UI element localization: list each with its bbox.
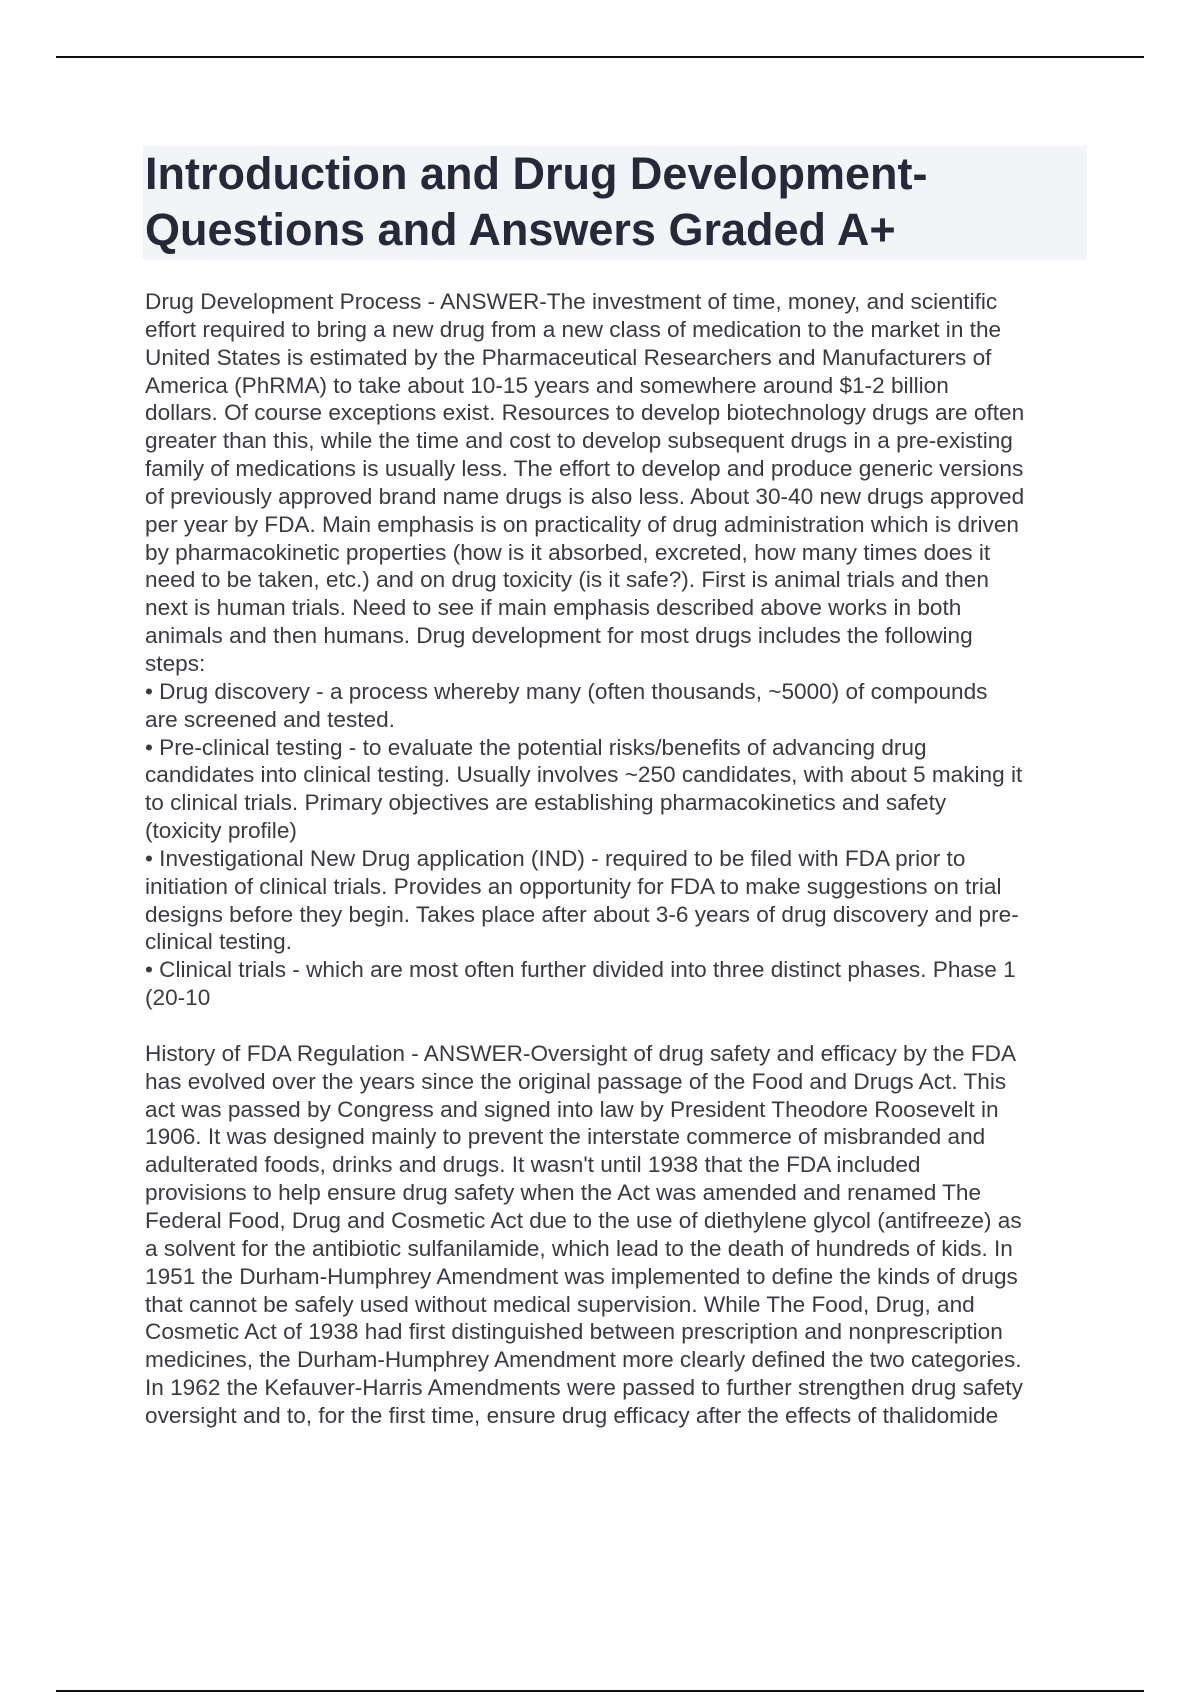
- paragraph-line: that cannot be safely used without medical supervision. While The Food, Drug, and: [145, 1291, 975, 1317]
- paragraph-line: (20-10: [145, 985, 211, 1011]
- paragraph-line: are screened and tested.: [145, 706, 395, 732]
- paragraph-line: to clinical trials. Primary objectives are establishing pharmacokinetics and safety: [145, 790, 947, 816]
- paragraph-line: 1951 the Durham-Humphrey Amendment was implemented to define the kinds of drugs: [145, 1263, 1018, 1289]
- paragraph-line: Federal Food, Drug and Cosmetic Act due to the use of diethylene glycol (antifreeze) as: [145, 1208, 1022, 1233]
- document-title: [145, 146, 1085, 258]
- paragraph-line: adulterated foods, drinks and drugs. It wasn't until 1938 that the FDA included: [145, 1152, 921, 1178]
- paragraph-line: In 1962 the Kefauver-Harris Amendments were passed to further strengthen drug safety: [145, 1375, 1023, 1401]
- paragraph-line: dollars. Of course exceptions exist. Resources to develop biotechnology drugs are often: [145, 400, 1025, 426]
- paragraph-line: by pharmacokinetic properties (how is it absorbed, excreted, how many times does it: [145, 539, 991, 565]
- paragraph-line: provisions to help ensure drug safety when the Act was amended and renamed The: [145, 1180, 982, 1206]
- paragraph-line: Cosmetic Act of 1938 had first distinguished between prescription and nonprescription: [145, 1319, 1003, 1345]
- paragraph-line: • Drug discovery - a process whereby many (often thousands, ~5000) of compounds: [145, 678, 988, 704]
- paragraph-line: America (PhRMA) to take about 10-15 years and somewhere around $1-2 billion: [145, 372, 949, 398]
- paragraph-line: greater than this, while the time and cost to develop subsequent drugs in a pre-existing: [145, 428, 1013, 454]
- paragraph-line: 1906. It was designed mainly to prevent the interstate commerce of misbranded and: [145, 1124, 986, 1150]
- paragraph-line: a solvent for the antibiotic sulfanilamide, which lead to the death of hundreds of kids. In: [145, 1235, 1013, 1261]
- paragraph-line: of previously approved brand name drugs is also less. About 30-40 new drugs approved: [145, 483, 1025, 509]
- paragraph-line: medicines, the Durham-Humphrey Amendment more clearly defined the two categories.: [145, 1347, 1022, 1373]
- paragraph-line: clinical testing.: [145, 929, 292, 955]
- paragraph-line: has evolved over the years since the original passage of the Food and Drugs Act. This: [145, 1068, 1007, 1094]
- paragraph-line: • Investigational New Drug application (IND) - required to be filed with FDA prior to: [145, 845, 966, 871]
- paragraph-line: steps:: [145, 650, 206, 676]
- top-rule: [56, 56, 1144, 58]
- paragraph-line: need to be taken, etc.) and on drug toxicity (is it safe?). First is animal trials and then: [145, 567, 989, 593]
- paragraph-line: candidates into clinical testing. Usually involves ~250 candidates, with about 5 making it: [145, 762, 1023, 788]
- paragraph-line: effort required to bring a new drug from a new class of medication to the market in the: [145, 316, 1002, 342]
- paragraph-line: animals and then humans. Drug development for most drugs includes the following: [145, 623, 973, 649]
- paragraph-line: • Pre-clinical testing - to evaluate the potential risks/benefits of advancing drug: [145, 734, 927, 760]
- title-line: Questions and Answers Graded A+: [145, 204, 896, 255]
- paragraph-line: (toxicity profile): [145, 818, 297, 844]
- paragraph-line: family of medications is usually less. The effort to develop and produce generic versions: [145, 456, 1024, 482]
- paragraph-line: • Clinical trials - which are most often further divided into three distinct phases. Phase 1: [145, 957, 1016, 983]
- bottom-rule: [56, 1690, 1144, 1692]
- title-block: [143, 146, 1087, 260]
- paragraph-line: designs before they begin. Takes place after about 3-6 years of drug discovery and pre-: [145, 901, 1019, 927]
- paragraph-line: United States is estimated by the Pharmaceutical Researchers and Manufacturers of: [145, 344, 992, 370]
- qa-section-drug-development-process: [145, 288, 1089, 1012]
- paragraph-line: per year by FDA. Main emphasis is on practicality of drug administration which is driven: [145, 511, 1019, 537]
- document-body: [145, 288, 1089, 1430]
- paragraph-line: act was passed by Congress and signed into law by President Theodore Roosevelt in: [145, 1096, 999, 1122]
- paragraph-line: Drug Development Process - ANSWER-The investment of time, money, and scientific: [145, 289, 998, 314]
- title-line: Introduction and Drug Development-: [145, 148, 928, 199]
- paragraph-line: History of FDA Regulation - ANSWER-Oversight of drug safety and efficacy by the FDA: [145, 1040, 1017, 1066]
- document-content: [145, 146, 1089, 1430]
- paragraph-line: oversight and to, for the first time, ensure drug efficacy after the effects of thalidomide: [145, 1402, 999, 1428]
- paragraph-line: initiation of clinical trials. Provides an opportunity for FDA to make suggestions on trial: [145, 873, 1002, 899]
- qa-section-history-of-fda-regulation: [145, 1040, 1089, 1430]
- paragraph-line: next is human trials. Need to see if main emphasis described above works in both: [145, 595, 962, 621]
